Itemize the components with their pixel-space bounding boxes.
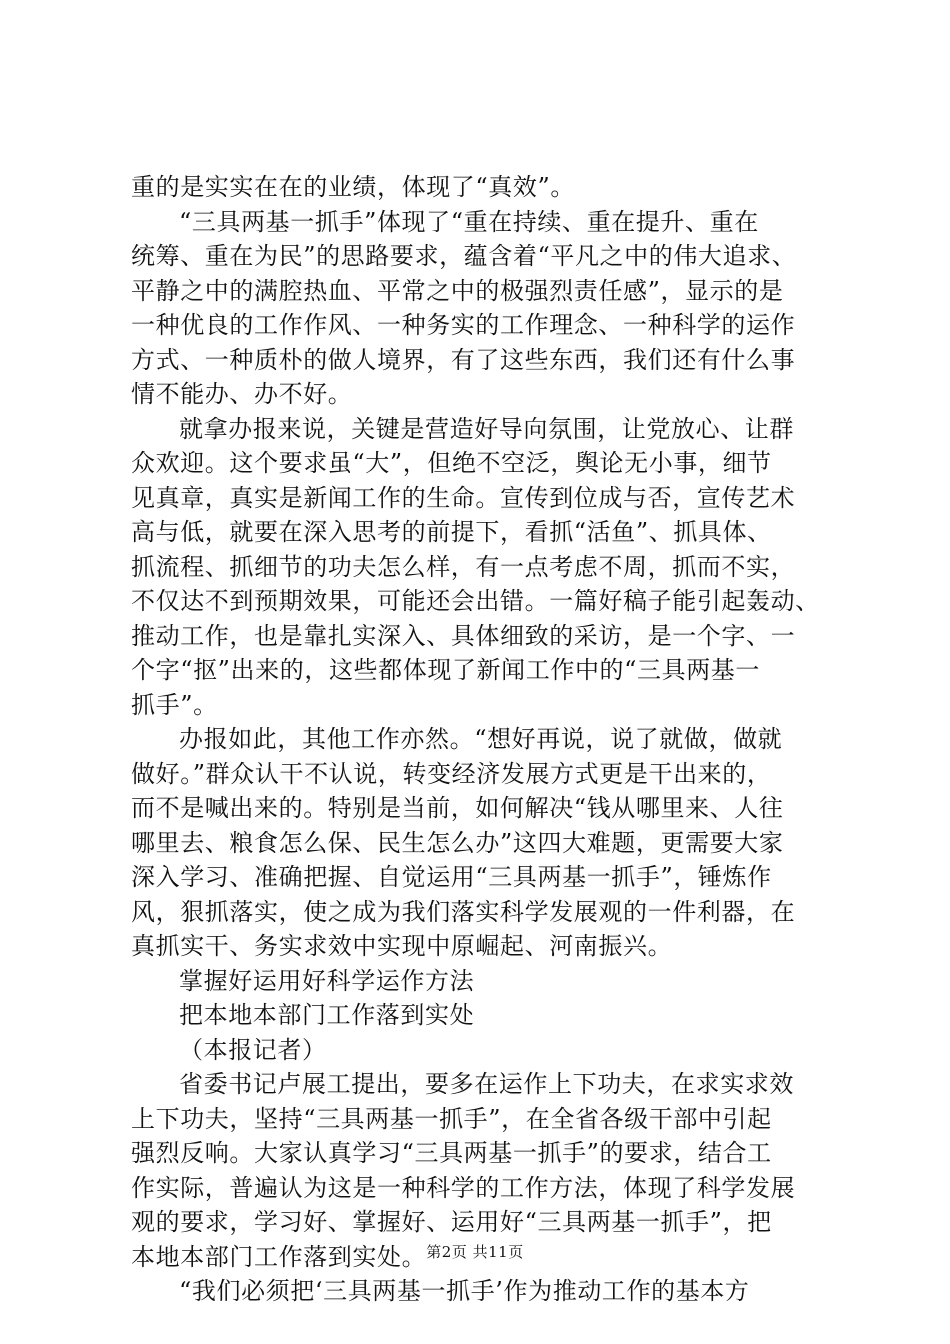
text-line: 个字“抠”出来的，这些都体现了新闻工作中的“三具两基一	[131, 656, 761, 684]
text-line: 上下功夫，坚持“三具两基一抓手”，在全省各级干部中引起	[131, 1104, 772, 1133]
text-line: 众欢迎。这个要求虽“大”，但绝不空泛，舆论无小事，细节	[131, 449, 772, 477]
text-line: 就拿办报来说，关键是营造好导向氛围，让党放心、让群	[179, 414, 794, 443]
text-line: 强烈反响。大家认真学习“三具两基一抓手”的要求，结合工	[131, 1139, 772, 1167]
document-body	[131, 170, 831, 1309]
text-line: 统筹、重在为民”的思路要求，蕴含着“平凡之中的伟大追求、	[131, 242, 797, 270]
text-line: 一种优良的工作作风、一种务实的工作理念、一种科学的运作	[131, 311, 796, 339]
text-line: 作实际，普遍认为这是一种科学的工作方法，体现了科学发展	[131, 1173, 796, 1202]
text-line: “我们必须把‘三具两基一抓手’作为推动工作的基本方	[179, 1277, 750, 1305]
text-line: 高与低，就要在深入思考的前提下，看抓“活鱼”、抓具体、	[131, 518, 772, 546]
section-heading: 把本地本部门工作落到实处	[179, 1001, 475, 1029]
text-line: 省委书记卢展工提出，要多在运作上下功夫，在求实求效	[179, 1070, 794, 1098]
text-line: 本地本部门工作落到实处。	[131, 1242, 427, 1271]
text-line: 情不能办、办不好。	[131, 380, 353, 408]
text-line: 平静之中的满腔热血、平常之中的极强烈责任感”，显示的是	[131, 276, 784, 305]
text-line: 真抓实干、务实求效中实现中原崛起、河南振兴。	[131, 932, 673, 960]
text-line: 不仅达不到预期效果，可能还会出错。一篇好稿子能引起轰动、	[131, 587, 820, 615]
text-line: 抓手”。	[131, 690, 218, 719]
text-line: 哪里去、粮食怎么保、民生怎么办”这四大难题，更需要大家	[131, 828, 784, 857]
text-line: 见真章，真实是新闻工作的生命。宣传到位成与否，宣传艺术	[131, 483, 796, 512]
text-line: 深入学习、准确把握、自觉运用“三具两基一抓手”，锤炼作	[131, 863, 772, 891]
text-line: 重的是实实在在的业绩，体现了“真效”。	[131, 173, 575, 201]
text-line: 而不是喊出来的。特别是当前，如何解决“钱从哪里来、人往	[131, 794, 784, 822]
byline: （本报记者）	[179, 1035, 327, 1064]
text-line: 做好。”群众认干不认说，转变经济发展方式更是干出来的，	[131, 759, 772, 788]
text-line: 风，狠抓落实，使之成为我们落实科学发展观的一件利器，在	[131, 897, 796, 926]
text-line: 抓流程、抓细节的功夫怎么样，有一点考虑不周，抓而不实，	[131, 552, 796, 581]
page-footer: 第2页 共11页	[426, 1243, 524, 1261]
text-line: “三具两基一抓手”体现了“重在持续、重在提升、重在	[179, 207, 759, 236]
text-line: 推动工作，也是靠扎实深入、具体细致的采访，是一个字、一	[131, 621, 796, 650]
text-line: 观的要求，学习好、掌握好、运用好“三具两基一抓手”，把	[131, 1208, 772, 1236]
text-line: 办报如此，其他工作亦然。“想好再说，说了就做，做就	[179, 725, 783, 753]
section-heading: 掌握好运用好科学运作方法	[179, 966, 475, 995]
text-line: 方式、一种质朴的做人境界，有了这些东西，我们还有什么事	[131, 345, 796, 374]
